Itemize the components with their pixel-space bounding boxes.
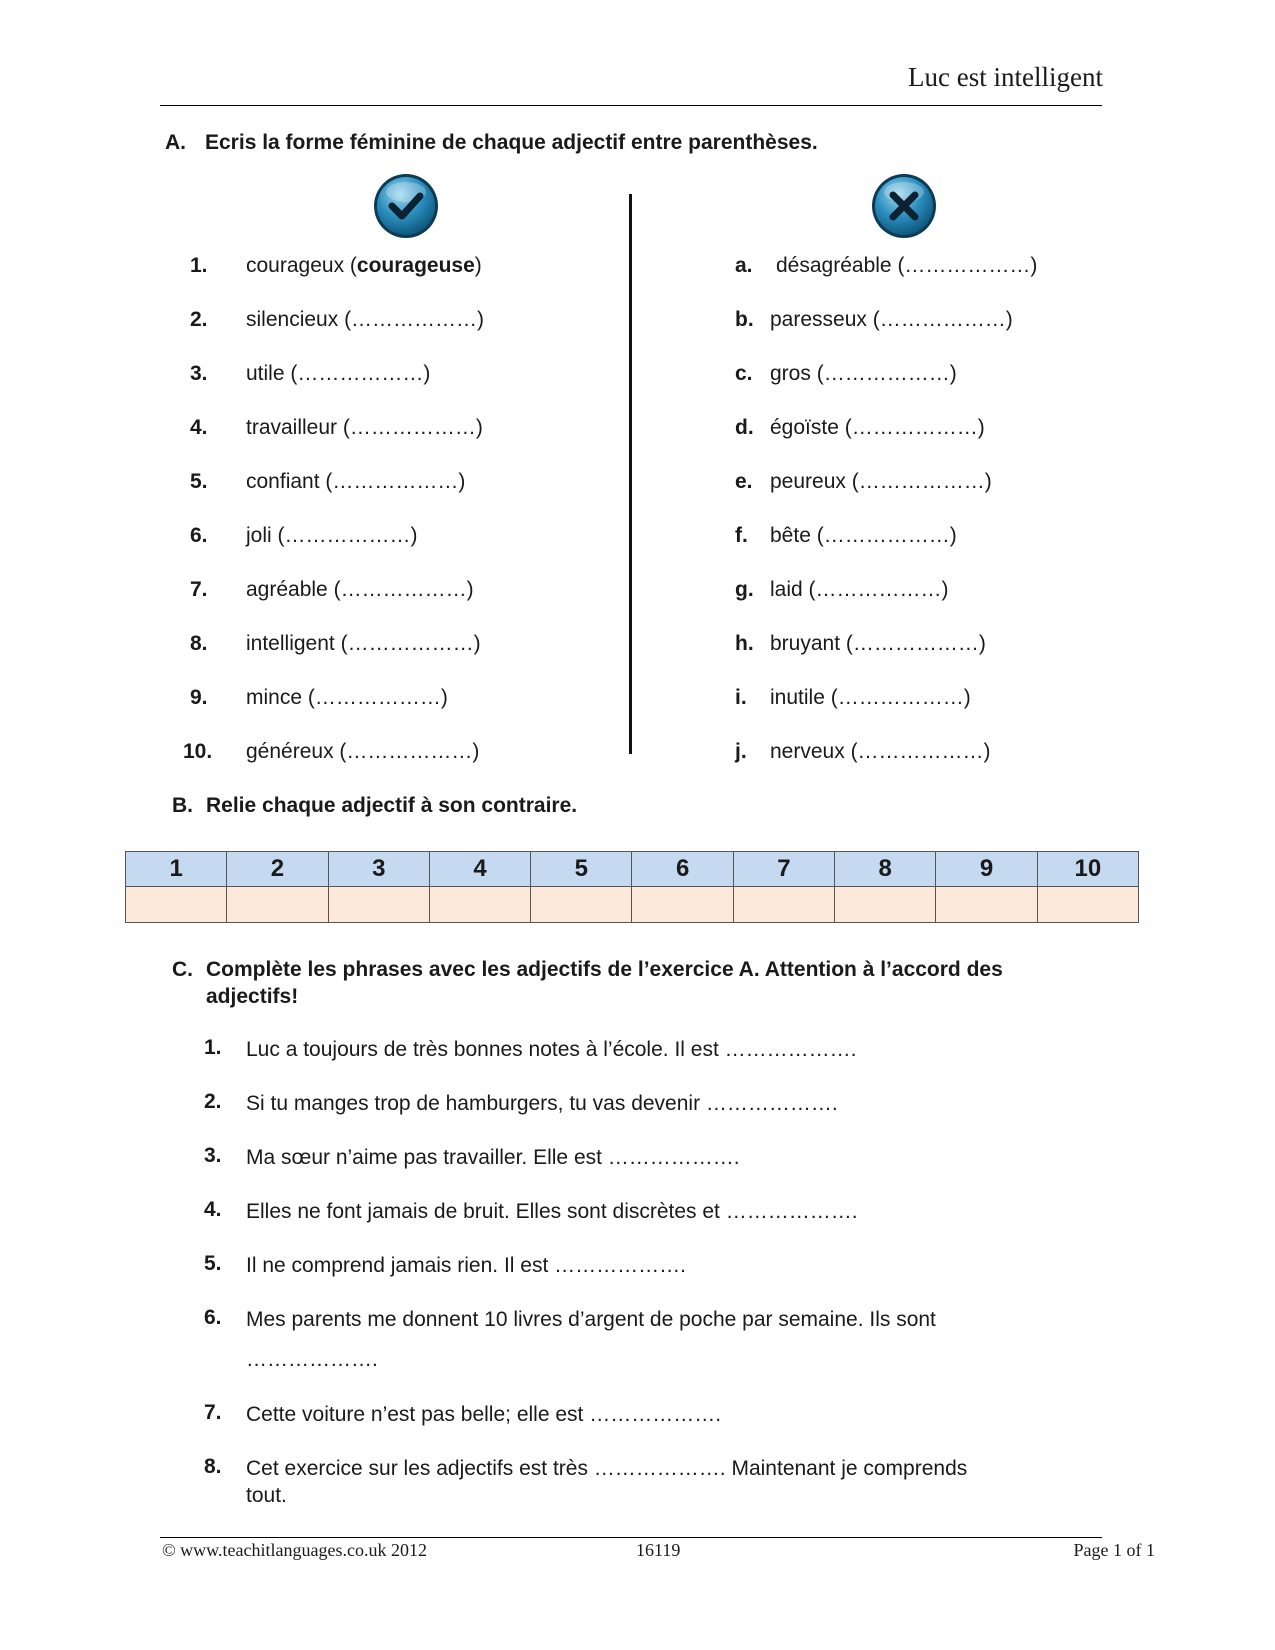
sentence-text: Cette voiture n’est pas belle; elle est ………………. [246,1403,722,1426]
answer-blank: (………………) [344,308,485,331]
adjective: bruyant [770,632,841,655]
answer-blank: (………………) [816,362,957,385]
answer-blank: (………………) [333,578,474,601]
example-answer: courageuse [356,254,475,277]
adjective: désagréable [776,254,892,277]
answer-blank: (………………) [808,578,949,601]
adjective: généreux [246,740,334,763]
matching-answer-table [125,851,1139,923]
adjective: travailleur [246,416,338,439]
section-c-heading [172,958,1003,982]
adjective: égoïste [770,416,839,439]
sentence-text-cont: ………………. [246,1348,378,1371]
footer-page-number: Page 1 of 1 [1073,1540,1155,1560]
answer-cell[interactable] [429,887,530,923]
sentence-text: Si tu manges trop de hamburgers, tu vas devenir ………………. [246,1092,838,1115]
table-header-cell: 8 [835,852,936,887]
answer-cell[interactable] [126,887,227,923]
check-icon [372,172,440,240]
answer-cell[interactable] [632,887,733,923]
section-c-instruction-cont: adjectifs! [206,985,299,1008]
section-b-letter: B. [172,794,193,817]
section-b-instruction: Relie chaque adjectif à son contraire. [206,794,578,817]
adjective: inutile [770,686,825,709]
answer-blank: (………………) [850,740,991,763]
sentence-text: Ma sœur n’aime pas travailler. Elle est ………………. [246,1146,740,1169]
table-header-cell: 4 [429,852,530,887]
adjective: intelligent [246,632,335,655]
adjective: agréable [246,578,328,601]
answer-blank: (………………) [844,416,985,439]
sentence-text: Cet exercice sur les adjectifs est très ………………. Maintenant je comprends [246,1457,968,1480]
answer-blank: (………………) [830,686,971,709]
adjective: peureux [770,470,846,493]
section-a-heading [165,131,818,155]
table-header-cell: 5 [531,852,632,887]
sentence-text: Luc a toujours de très bonnes notes à l’école. Il est ………………. [246,1038,857,1061]
footer-divider [160,1537,1102,1538]
adjective: bête [770,524,811,547]
answer-blank: (………………) [307,686,448,709]
answer-blank: (………………) [277,524,418,547]
answer-cell[interactable] [936,887,1037,923]
adjective: gros [770,362,811,385]
answer-blank: (………………) [897,254,1038,277]
table-header-cell: 9 [936,852,1037,887]
answer-cell[interactable] [835,887,936,923]
adjective: paresseux [770,308,867,331]
sentence-text: Elles ne font jamais de bruit. Elles sont discrètes et ………………. [246,1200,858,1223]
adjective: laid [770,578,803,601]
answer-blank: (………………) [290,362,431,385]
table-header-cell: 10 [1037,852,1138,887]
answer-blank: (………………) [845,632,986,655]
adjective: confiant [246,470,320,493]
answer-blank: (………………) [342,416,483,439]
header-divider [160,105,1102,106]
table-header-cell: 2 [227,852,328,887]
cross-icon [870,172,938,240]
answer-cell[interactable] [531,887,632,923]
page-title: Luc est intelligent [908,62,1103,92]
section-a-instruction: Ecris la forme féminine de chaque adjectif entre parenthèses. [205,131,818,154]
section-c-letter: C. [172,958,193,981]
answer-cell[interactable] [733,887,834,923]
sentence-text-cont: tout. [246,1484,287,1507]
answer-cell[interactable] [328,887,429,923]
table-header-cell: 3 [328,852,429,887]
answer-blank: (………………) [851,470,992,493]
adjective: mince [246,686,303,709]
section-b-heading [172,794,577,818]
answer-blank: (………………) [816,524,957,547]
table-answer-row [126,887,1139,923]
table-header-cell: 1 [126,852,227,887]
section-c-instruction: Complète les phrases avec les adjectifs de l’exercice A. Attention à l’accord des [206,958,1003,981]
table-header-cell: 6 [632,852,733,887]
adjective: nerveux [770,740,845,763]
adjective: utile [246,362,285,385]
section-a-letter: A. [165,131,186,154]
footer-code: 16119 [636,1540,681,1560]
adjective: courageux [246,254,345,277]
answer-cell[interactable] [1037,887,1138,923]
adjective: joli [246,524,272,547]
table-header-cell: 7 [733,852,834,887]
adjective: silencieux [246,308,339,331]
answer-blank: (………………) [325,470,466,493]
sentence-text: Il ne comprend jamais rien. Il est ………………. [246,1254,686,1277]
answer-blank: (………………) [339,740,480,763]
column-divider [629,194,632,754]
answer-cell[interactable] [227,887,328,923]
sentence-text: Mes parents me donnent 10 livres d’argent de poche par semaine. Ils sont [246,1308,936,1331]
table-header-row [126,852,1139,887]
answer-blank: (………………) [872,308,1013,331]
footer-copyright: © www.teachitlanguages.co.uk 2012 [162,1540,427,1560]
answer-blank: (………………) [340,632,481,655]
